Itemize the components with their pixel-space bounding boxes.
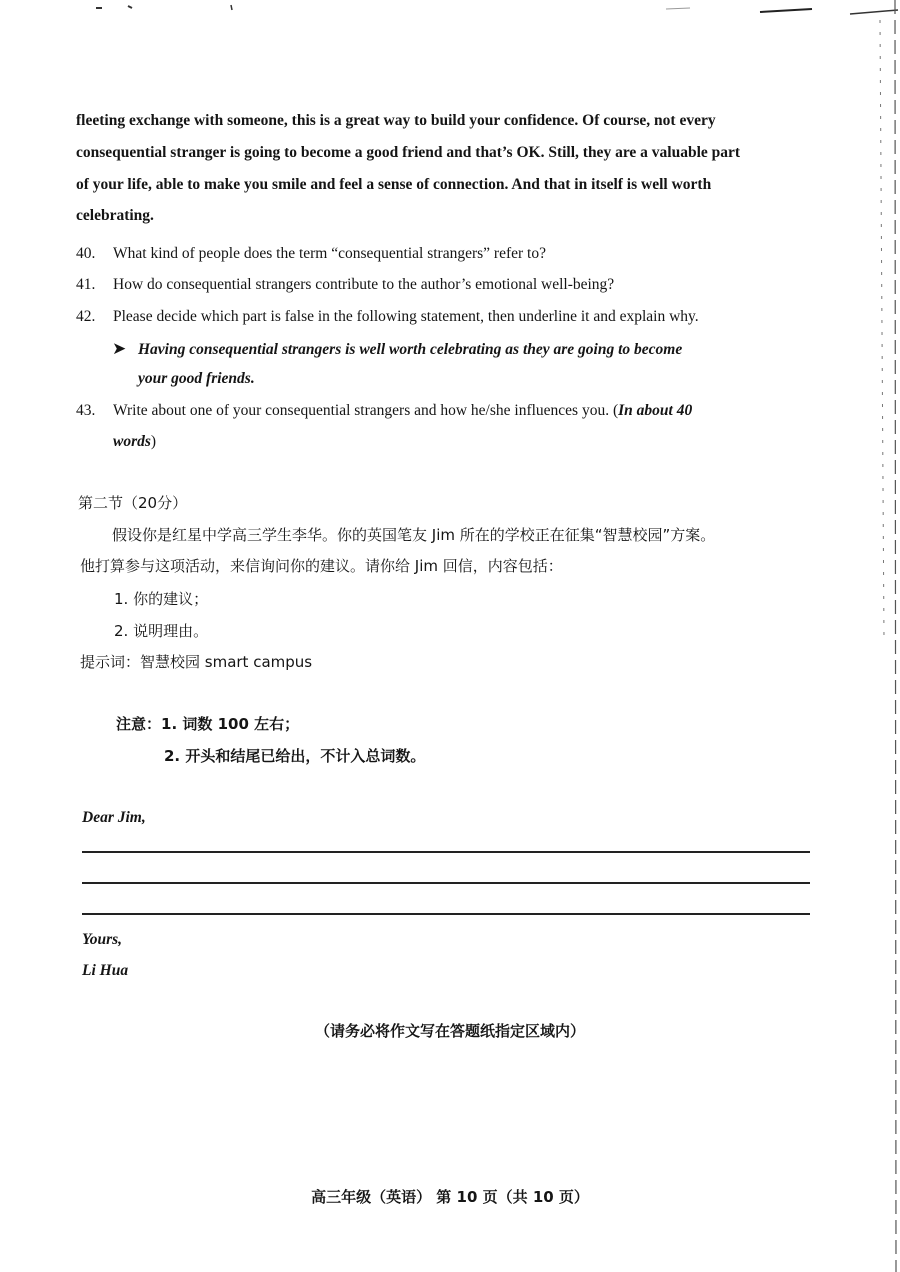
note (116, 709, 299, 740)
answer-sheet-instruction: （请务必将作文写在答题纸指定区域内） (314, 1022, 585, 1040)
question-number: 41. (76, 276, 96, 293)
section2-item: 1. 你的建议； (114, 590, 209, 608)
question-text: Write about one of your consequential strangers and how he/she influences you. ( (113, 402, 619, 419)
false-statement (112, 335, 812, 393)
scan-mark (128, 6, 132, 8)
letter-greeting: Dear Jim, (82, 809, 146, 826)
question-number: 40. (76, 245, 96, 262)
writing-line (82, 882, 810, 884)
question-text-italic: words (113, 433, 151, 450)
letter-signature: Li Hua (82, 962, 129, 979)
section2-item: 2. 说明理由。 (114, 622, 209, 640)
scan-mark (666, 8, 690, 9)
writing-line (82, 913, 810, 915)
passage-line: consequential stranger is going to become a good friend and that’s OK. Still, they are a valuable part (76, 144, 741, 161)
passage-line: celebrating. (76, 207, 154, 224)
note-label: 注意： (116, 715, 162, 733)
note-item: 2. 开头和结尾已给出，不计入总词数。 (164, 747, 426, 765)
question-text: What kind of people does the term “consequential strangers” refer to? (113, 245, 546, 262)
scan-edge (895, 0, 896, 1272)
statement-line: Having consequential strangers is well worth celebrating as they are going to become (138, 341, 683, 358)
question-text-italic: In about 40 (618, 402, 693, 419)
scan-mark (231, 5, 232, 10)
question-number: 42. (76, 308, 96, 325)
question-43 (76, 395, 810, 457)
scan-mark (850, 10, 898, 14)
passage-line: of your life, able to make you smile and feel a sense of connection. And that in itself is well worth (76, 176, 712, 193)
writing-line (82, 851, 810, 853)
letter-closing: Yours, (82, 931, 123, 948)
section2-hint: 提示词：智慧校园 smart campus (80, 653, 313, 671)
question-number: 43. (76, 402, 96, 419)
statement-line: your good friends. (138, 370, 255, 387)
question-text: How do consequential strangers contribute to the author’s emotional well-being? (113, 276, 615, 293)
passage-line: fleeting exchange with someone, this is a great way to build your confidence. Of course, not every (76, 112, 716, 129)
page-footer: 高三年级（英语） 第 10 页（共 10 页） (311, 1188, 589, 1206)
section2-prompt: 假设你是红星中学高三学生李华。你的英国笔友 Jim 所在的学校正在征集“智慧校园”方案。 (112, 526, 716, 544)
question-41 (76, 269, 810, 300)
section2-heading: 第二节（20分） (78, 494, 188, 512)
question-text: ) (150, 433, 157, 450)
section2-prompt: 他打算参与这项活动，来信询问你的建议。请你给 Jim 回信，内容包括： (80, 557, 563, 575)
scan-edge (880, 20, 884, 640)
question-text: Please decide which part is false in the following statement, then underline it and explain why. (113, 308, 699, 325)
question-42 (76, 301, 810, 332)
note-item: 1. 词数 100 左右； (161, 715, 300, 733)
scan-mark (760, 9, 812, 12)
arrow-icon: ➤ (112, 339, 127, 359)
question-40 (76, 238, 810, 269)
